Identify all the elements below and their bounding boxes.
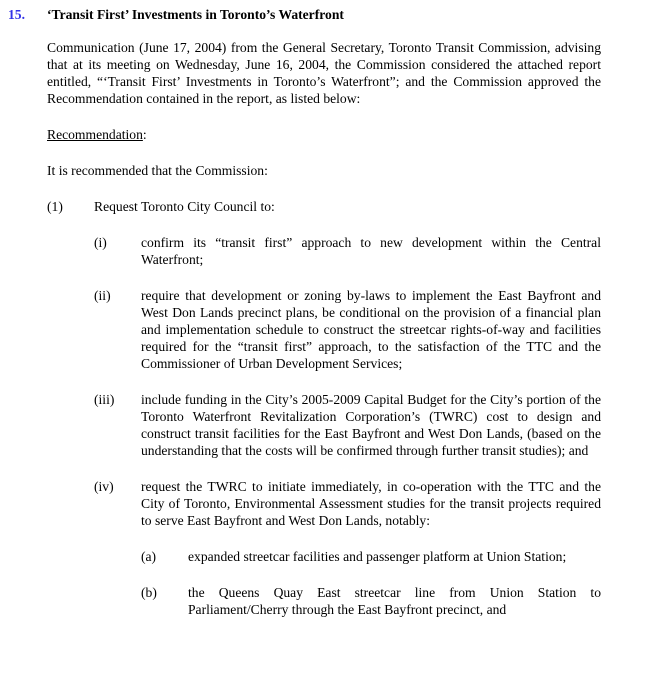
list-item-1-ii-content — [141, 287, 601, 391]
list-item-1 — [47, 198, 601, 618]
list-item-1-iv-a — [141, 548, 601, 584]
item-title: ‘Transit First’ Investments in Toronto’s Waterfront — [47, 7, 344, 22]
list-item-1-iv-b-label: (b) — [141, 585, 157, 600]
intro-paragraph: Communication (June 17, 2004) from the General Secretary, Toronto Transit Commission, advising that at its meeting on Wednesday, June 16, 2004, the Commission considered the attached report entitled, “‘Transit First’ Investments in Toronto’s Waterfront”; and the Commission approved the Recommendation contained in the report, as listed below: — [47, 40, 601, 106]
list-item-1-iii-content — [141, 391, 601, 478]
list-item-1-ii-text: require that development or zoning by-laws to implement the East Bayfront and West Don Lands precinct plans, be conditional on the provision of a financial plan and implementation schedule to construct the streetcar rights-of-way and facilities required for the “transit first” approach, to the satisfaction of the TTC and the Commissioner of Urban Development Services; — [141, 288, 601, 371]
recommendation-intro: It is recommended that the Commission: — [47, 163, 268, 178]
list-item-1-iv-a-content — [188, 548, 601, 584]
list-item-1-i-content — [141, 234, 601, 287]
list-item-1-label: (1) — [47, 199, 63, 214]
list-item-1-iv-b — [141, 584, 601, 618]
list-item-1-iv-a-text: expanded streetcar facilities and passenger platform at Union Station; — [188, 549, 567, 564]
document-body — [47, 39, 601, 618]
list-item-1-iv-a-label: (a) — [141, 549, 157, 564]
list-item-1-i-label: (i) — [94, 235, 107, 250]
list-item-1-iv-text: request the TWRC to initiate immediately, in co-operation with the TTC and the City of Toronto, Environmental Assessment studies for the transit projects required to serve East Bayfront and West Don Lands, notably: — [141, 479, 601, 528]
recommendation-heading — [47, 126, 601, 143]
list-item-1-i-text: confirm its “transit first” approach to new development within the Central Waterfront; — [141, 235, 601, 267]
list-item-1-iii — [94, 391, 601, 478]
list-item-1-content — [94, 198, 601, 618]
list-item-1-iv-label: (iv) — [94, 479, 114, 494]
list-item-1-ii — [94, 287, 601, 391]
recommendation-heading-colon: : — [142, 127, 147, 142]
item-number: 15. — [8, 7, 25, 22]
list-item-1-iv-b-text: the Queens Quay East streetcar line from Union Station to Parliament/Cherry through the East Bayfront precinct, and — [188, 585, 601, 617]
list-item-1-text: Request Toronto City Council to: — [94, 199, 275, 214]
list-item-1-iv-content — [141, 478, 601, 618]
list-item-1-iii-text: include funding in the City’s 2005-2009 Capital Budget for the City’s portion of the Toronto Waterfront Revitalization Corporation’s (TWRC) cost to design and construct transit facilities for the East Bayfront and West Don Lands, (based on the understanding that the costs will be confirmed through further transit studies); and — [141, 392, 601, 458]
list-item-1-ii-label: (ii) — [94, 288, 111, 303]
list-item-1-iv — [94, 478, 601, 618]
item-heading — [8, 6, 601, 23]
list-item-1-iv-b-content — [188, 584, 601, 618]
recommendation-heading-text: Recommendation — [47, 127, 143, 142]
list-item-1-iii-label: (iii) — [94, 392, 115, 407]
list-item-1-i — [94, 234, 601, 287]
